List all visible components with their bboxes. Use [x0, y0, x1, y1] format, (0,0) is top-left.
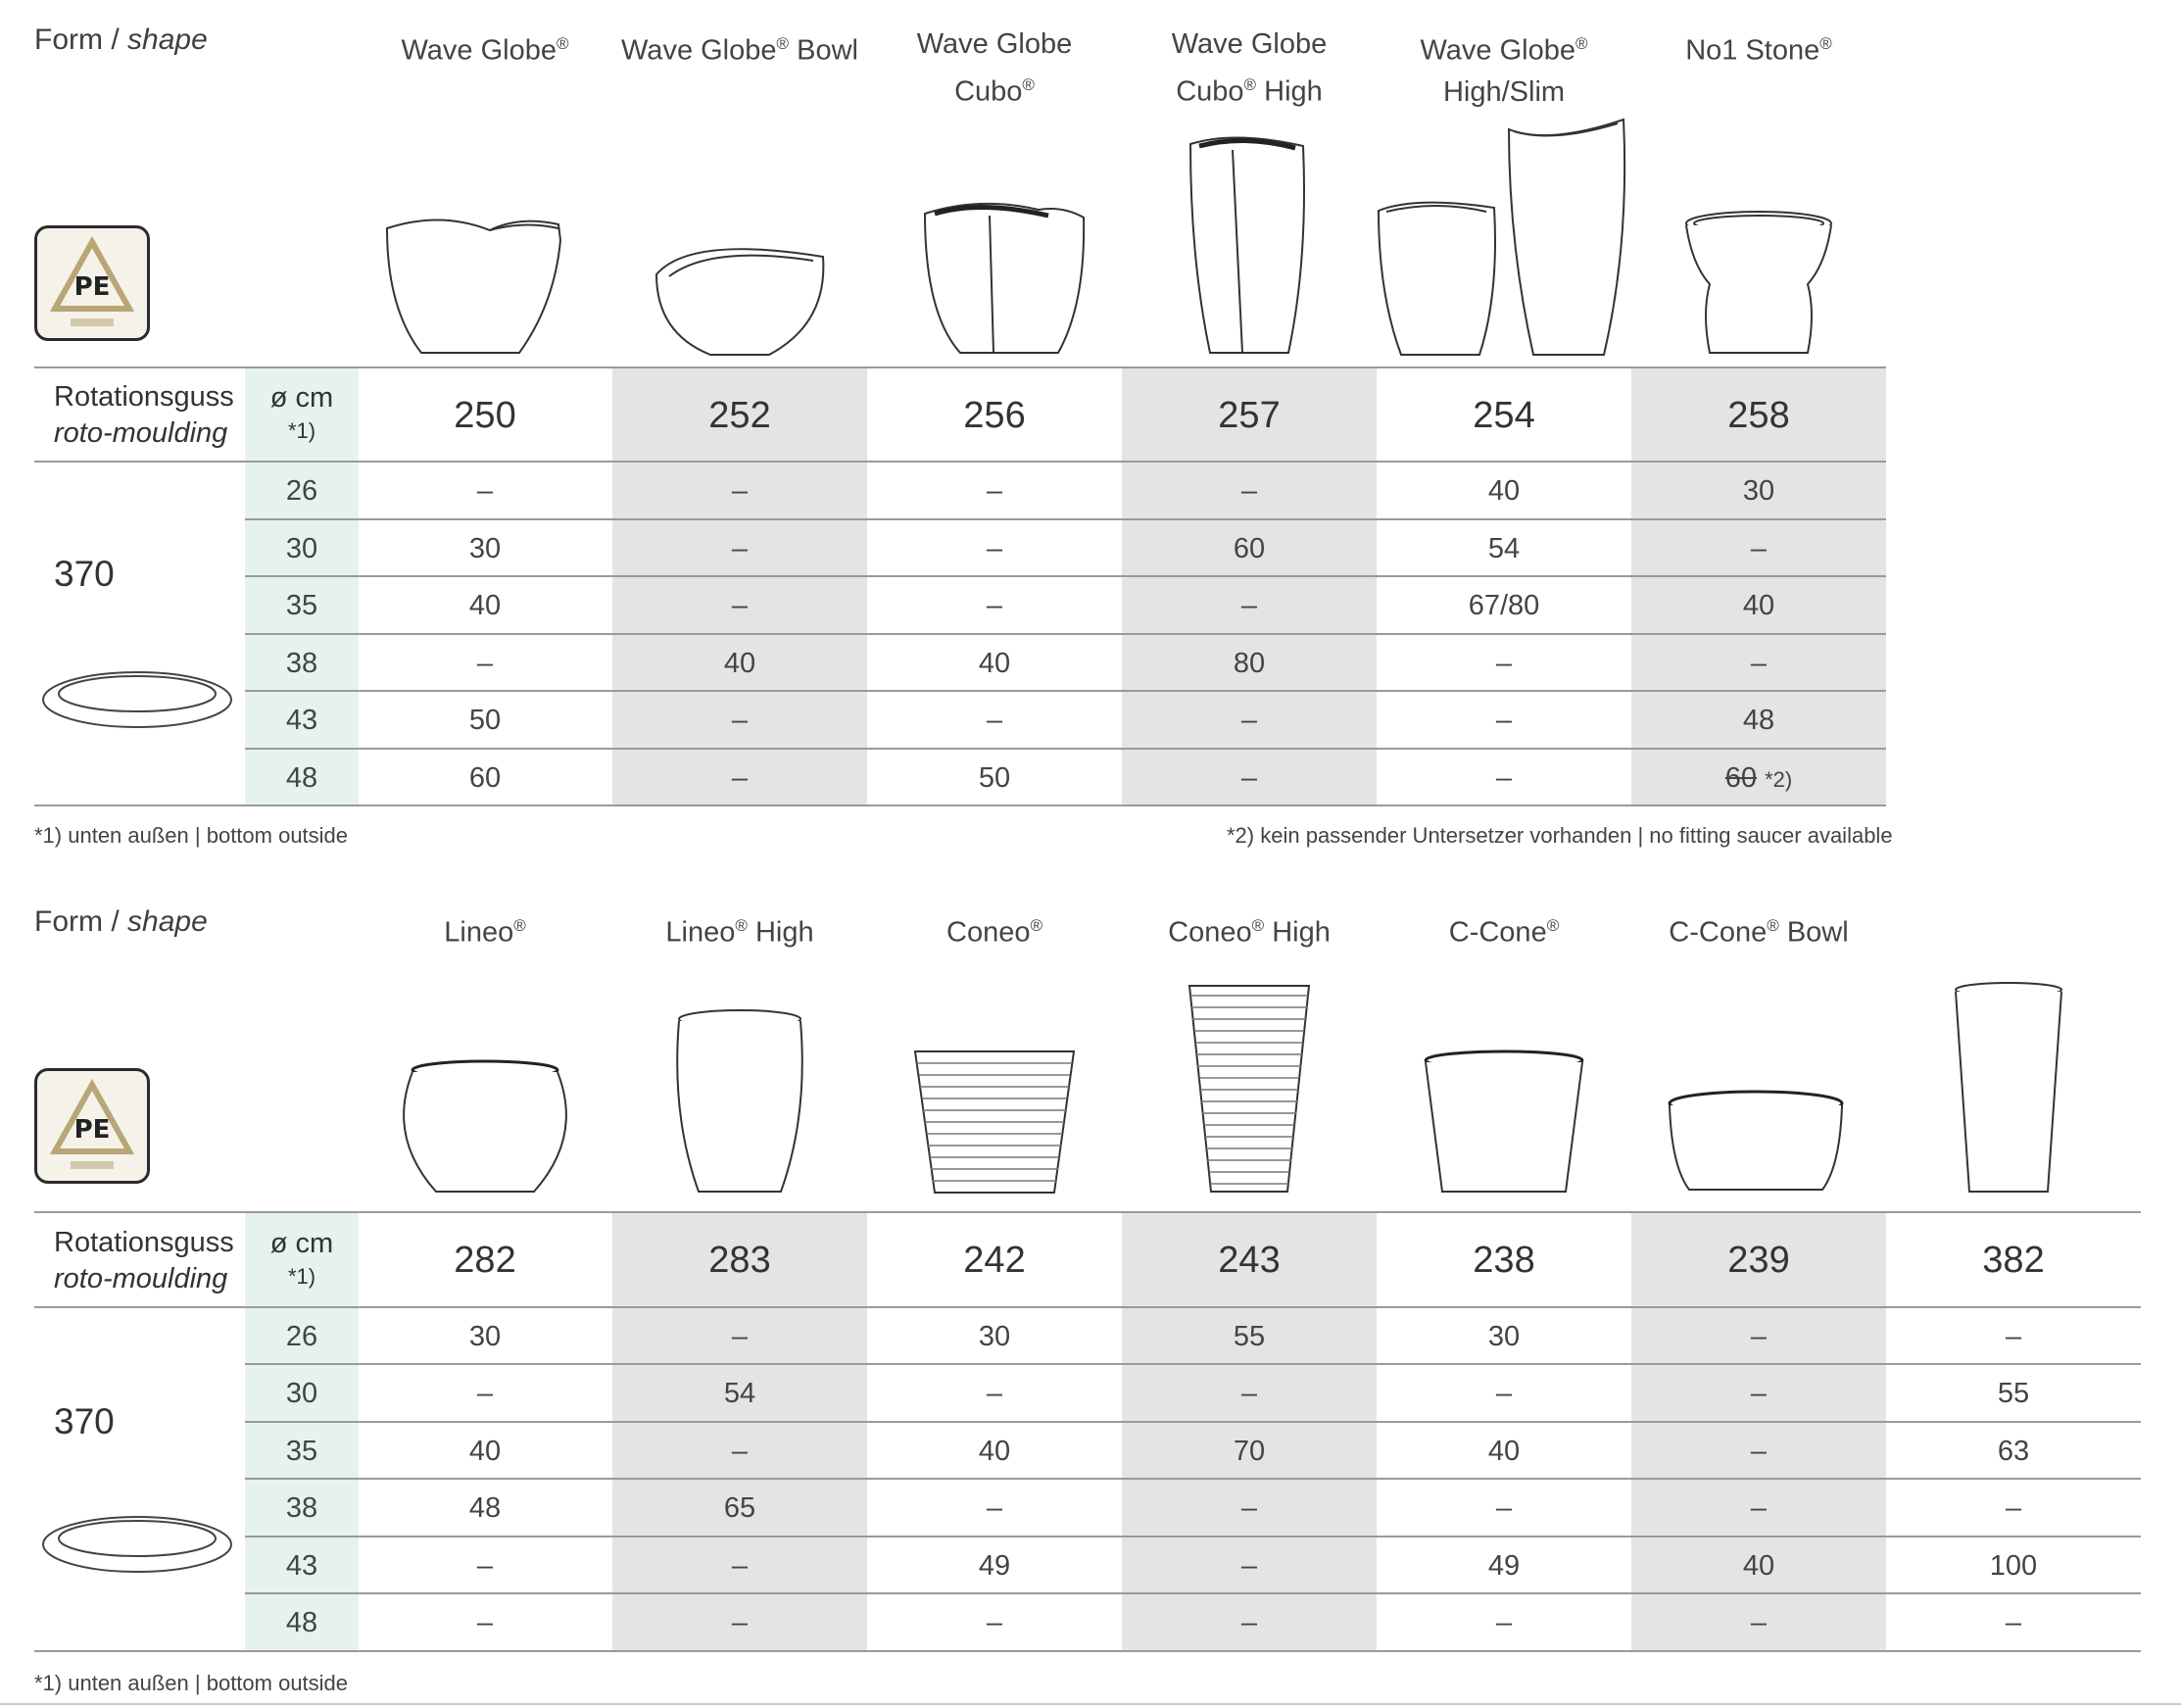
table-cell: 40 [1742, 1550, 1775, 1582]
form-shape-label: Form / shape [34, 905, 208, 938]
form-shape-label: Form / shape [34, 24, 208, 56]
table-cell: 30 [1742, 475, 1775, 507]
table-cell: – [1240, 1492, 1258, 1524]
coneo-high-pot-icon [1186, 980, 1313, 1196]
saucer-icon [39, 1511, 235, 1580]
saucer-icon [39, 666, 235, 735]
table-cell: 100 [1989, 1550, 2038, 1582]
rule [34, 1306, 2141, 1308]
table-cell: – [1750, 1378, 1768, 1409]
diameter-value: 35 [285, 1436, 318, 1467]
wave-globe-high-slim-pot-icon [1377, 118, 1631, 358]
table-cell: – [986, 1492, 1003, 1524]
table-cell: – [2005, 1492, 2022, 1524]
diameter-header: ø cm *1) [269, 382, 334, 443]
table-cell: 30 [468, 533, 502, 564]
lineo-pot-icon [397, 1058, 573, 1196]
col-title-252: Wave Globe® Bowl [621, 34, 858, 67]
table-cell: 48 [1742, 705, 1775, 736]
wave-globe-cubo-high-pot-icon [1186, 132, 1313, 358]
diameter-value: 26 [285, 475, 318, 507]
product-code: 282 [454, 1240, 516, 1281]
table-cell: 40 [1487, 1436, 1521, 1467]
table-cell: 30 [978, 1321, 1011, 1352]
table-cell: – [1240, 1550, 1258, 1582]
diameter-value: 43 [285, 705, 318, 736]
diameter-value: 26 [285, 1321, 318, 1352]
table-cell-struck: 60 *2) [1724, 762, 1793, 794]
col-title-243: Coneo® High [1168, 916, 1331, 949]
table-cell: – [1240, 1378, 1258, 1409]
table-cell: 50 [468, 705, 502, 736]
table-cell: – [1240, 762, 1258, 794]
footnote-1: *1) unten außen | bottom outside [34, 1671, 349, 1695]
table-cell: – [1750, 1436, 1768, 1467]
wave-globe-pot-icon [382, 211, 578, 358]
table-cell: – [731, 1436, 749, 1467]
product-code: 257 [1218, 395, 1281, 436]
pe-recycling-icon [34, 225, 150, 341]
c-cone-pot-icon [1421, 1049, 1587, 1196]
table-cell: – [731, 1321, 749, 1352]
table-cell: – [2005, 1321, 2022, 1352]
table-cell: – [1495, 1607, 1513, 1638]
table-cell: – [731, 705, 749, 736]
product-code: 254 [1473, 395, 1535, 436]
table-section-2 [0, 882, 2181, 1708]
wave-globe-cubo-pot-icon [921, 196, 1088, 358]
table-cell: 40 [468, 1436, 502, 1467]
table-cell: – [1750, 1321, 1768, 1352]
table-cell: – [1750, 1607, 1768, 1638]
rule [245, 633, 1886, 635]
table-cell: – [1750, 1492, 1768, 1524]
page-bottom-rule [0, 1703, 2181, 1705]
row-header-label: Rotationsguss roto-moulding [54, 1227, 234, 1294]
diameter-header: ø cm *1) [269, 1228, 334, 1289]
saucer-code: 370 [54, 554, 115, 594]
table-cell: 48 [468, 1492, 502, 1524]
rule [245, 575, 1886, 577]
rule [245, 690, 1886, 692]
table-cell: 55 [1233, 1321, 1266, 1352]
diameter-value: 48 [285, 1607, 318, 1638]
diameter-value: 35 [285, 590, 318, 621]
rule [245, 1478, 2141, 1480]
product-code: 256 [963, 395, 1026, 436]
table-cell: 40 [723, 648, 756, 679]
svg-text:PE: PE [73, 272, 111, 302]
table-cell: – [731, 1607, 749, 1638]
saucer-code: 370 [54, 1401, 115, 1441]
table-cell: 70 [1233, 1436, 1266, 1467]
pe-recycling-icon [34, 1068, 150, 1184]
rule [34, 461, 1886, 463]
table-cell: 40 [468, 590, 502, 621]
c-cone-bowl-pot-icon [1666, 1088, 1847, 1196]
product-code: 283 [708, 1240, 771, 1281]
table-cell: – [476, 1378, 494, 1409]
product-code: 239 [1727, 1240, 1790, 1281]
diameter-value: 30 [285, 1378, 318, 1409]
table-cell: 50 [978, 762, 1011, 794]
product-code: 382 [1982, 1240, 2045, 1281]
table-cell: 60 [468, 762, 502, 794]
table-cell: 63 [1997, 1436, 2030, 1467]
col-title-239: C-Cone® Bowl [1669, 916, 1849, 949]
col-title-242: Coneo® [946, 916, 1042, 949]
rule [34, 805, 1886, 806]
table-cell: – [986, 475, 1003, 507]
table-cell: 54 [723, 1378, 756, 1409]
table-cell: 49 [1487, 1550, 1521, 1582]
col-title-258: No1 Stone® [1685, 34, 1832, 67]
table-cell: – [986, 1378, 1003, 1409]
table-cell: 60 [1233, 533, 1266, 564]
table-cell: – [1495, 762, 1513, 794]
table-cell: 40 [978, 648, 1011, 679]
table-cell: – [1240, 590, 1258, 621]
footnote-1: *1) unten außen | bottom outside [34, 823, 349, 848]
lineo-high-pot-icon [671, 1007, 808, 1196]
table-cell: – [1495, 705, 1513, 736]
col-title-257: Wave Globe Cubo® High [1171, 28, 1328, 108]
col-title-238: C-Cone® [1448, 916, 1560, 949]
table-cell: – [476, 1607, 494, 1638]
table-cell: – [1240, 475, 1258, 507]
wave-globe-bowl-pot-icon [652, 235, 828, 358]
table-cell: 30 [1487, 1321, 1521, 1352]
table-cell: 55 [1997, 1378, 2030, 1409]
table-cell: – [731, 533, 749, 564]
product-code: 252 [708, 395, 771, 436]
table-cell: 67/80 [1468, 590, 1540, 621]
rule [245, 1536, 2141, 1537]
col-title-250: Wave Globe® [401, 34, 569, 67]
table-cell: 40 [1487, 475, 1521, 507]
rule [34, 366, 1886, 368]
rule [245, 1421, 2141, 1423]
rule [34, 1211, 2141, 1213]
row-header-label: Rotationsguss roto-moulding [54, 381, 234, 449]
product-code: 238 [1473, 1240, 1535, 1281]
table-cell: 40 [1742, 590, 1775, 621]
product-code: 250 [454, 395, 516, 436]
rule [245, 518, 1886, 520]
table-cell: – [731, 475, 749, 507]
col-title-256: Wave Globe Cubo® [916, 28, 1073, 108]
svg-text:PE: PE [73, 1115, 111, 1145]
tall-vase-pot-icon [1950, 980, 2067, 1196]
diameter-value: 43 [285, 1550, 318, 1582]
product-code: 243 [1218, 1240, 1281, 1281]
table-cell: 49 [978, 1550, 1011, 1582]
diameter-value: 48 [285, 762, 318, 794]
table-cell: – [2005, 1607, 2022, 1638]
table-cell: 80 [1233, 648, 1266, 679]
table-cell: – [476, 1550, 494, 1582]
table-cell: – [1750, 648, 1768, 679]
table-cell: 65 [723, 1492, 756, 1524]
diameter-value: 38 [285, 648, 318, 679]
table-cell: – [986, 705, 1003, 736]
table-cell: – [476, 475, 494, 507]
rule [245, 1363, 2141, 1365]
table-cell: – [476, 648, 494, 679]
table-cell: 30 [468, 1321, 502, 1352]
table-cell: – [1240, 705, 1258, 736]
col-title-283: Lineo® High [665, 916, 814, 949]
rule [245, 1592, 2141, 1594]
col-title-254: Wave Globe® High/Slim [1420, 34, 1588, 108]
diameter-value: 38 [285, 1492, 318, 1524]
table-cell: – [1495, 1492, 1513, 1524]
product-code: 242 [963, 1240, 1026, 1281]
table-cell: – [731, 762, 749, 794]
product-code: 258 [1727, 395, 1790, 436]
table-cell: – [1495, 1378, 1513, 1409]
table-cell: – [1495, 648, 1513, 679]
table-cell: – [731, 590, 749, 621]
table-cell: – [986, 590, 1003, 621]
rule [245, 748, 1886, 750]
footnote-2: *2) kein passender Untersetzer vorhanden | no fitting saucer available [1227, 823, 1893, 848]
table-cell: – [986, 1607, 1003, 1638]
table-cell: 40 [978, 1436, 1011, 1467]
coneo-pot-icon [911, 1044, 1078, 1196]
table-cell: – [986, 533, 1003, 564]
col-title-282: Lineo® [444, 916, 526, 949]
table-cell: 54 [1487, 533, 1521, 564]
table-cell: – [1750, 533, 1768, 564]
diameter-value: 30 [285, 533, 318, 564]
table-cell: – [731, 1550, 749, 1582]
no1-stone-pot-icon [1680, 206, 1837, 358]
rule [34, 1650, 2141, 1652]
table-cell: – [1240, 1607, 1258, 1638]
